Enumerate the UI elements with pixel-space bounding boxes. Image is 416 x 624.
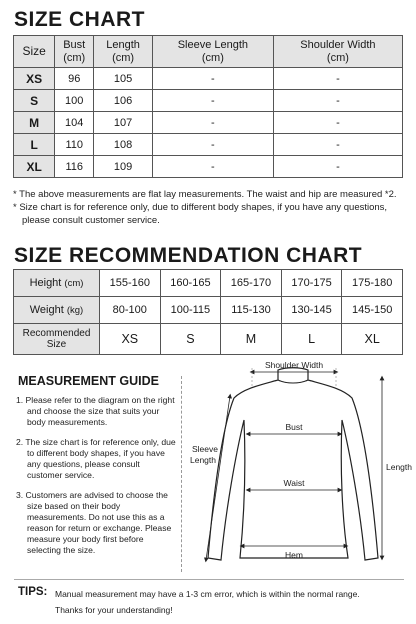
table-row bbox=[14, 134, 403, 156]
header-shoulder-width: Shoulder Width (cm) bbox=[273, 36, 402, 68]
measurement-guide-list bbox=[16, 395, 176, 565]
bust-cell: 116 bbox=[55, 156, 94, 178]
note-reference-only: * Size chart is for reference only, due to different body shapes, if you have any questions, please consult customer service. bbox=[13, 202, 388, 226]
sleeve-cell: - bbox=[152, 134, 273, 156]
hem-label: Hem bbox=[285, 550, 303, 560]
table-row bbox=[14, 156, 403, 178]
length-label: Length bbox=[386, 462, 412, 472]
recommendation-chart-title: SIZE RECOMMENDATION CHART bbox=[14, 244, 363, 267]
tips-label: TIPS: bbox=[18, 586, 48, 598]
recommended-size-cell: S bbox=[160, 324, 221, 355]
sleeve-cell: - bbox=[152, 156, 273, 178]
size-cell: XL bbox=[14, 156, 55, 178]
sleeve-label-2: Length bbox=[190, 455, 216, 465]
weight-cell: 115-130 bbox=[221, 297, 282, 324]
tips-line-2: Thanks for your understanding! bbox=[55, 605, 173, 615]
size-chart-title: SIZE CHART bbox=[14, 8, 145, 31]
sleeve-label-1: Sleeve bbox=[192, 444, 218, 454]
recommended-size-label-cell: Recommended Size bbox=[14, 324, 100, 355]
header-size: Size bbox=[14, 36, 55, 68]
table-row bbox=[14, 68, 403, 90]
sleeve-cell: - bbox=[152, 68, 273, 90]
weight-label-cell: Weight (kg) bbox=[14, 297, 100, 324]
height-cell: 155-160 bbox=[100, 270, 161, 297]
recommended-size-cell: XS bbox=[100, 324, 161, 355]
shoulder-cell: - bbox=[273, 90, 402, 112]
header-sleeve-length: Sleeve Length (cm) bbox=[152, 36, 273, 68]
size-cell: L bbox=[14, 134, 55, 156]
tips-divider bbox=[14, 579, 404, 580]
size-cell: S bbox=[14, 90, 55, 112]
tips-line-1: Manual measurement may have a 1-3 cm error, which is within the normal range. bbox=[55, 589, 360, 599]
length-cell: 107 bbox=[94, 112, 153, 134]
table-row bbox=[14, 90, 403, 112]
length-cell: 109 bbox=[94, 156, 153, 178]
shoulder-cell: - bbox=[273, 112, 402, 134]
height-cell: 175-180 bbox=[342, 270, 403, 297]
bust-cell: 96 bbox=[55, 68, 94, 90]
sleeve-cell: - bbox=[152, 90, 273, 112]
bust-cell: 104 bbox=[55, 112, 94, 134]
length-cell: 105 bbox=[94, 68, 153, 90]
recommendation-table bbox=[13, 269, 403, 355]
bust-cell: 110 bbox=[55, 134, 94, 156]
size-cell: XS bbox=[14, 68, 55, 90]
recommended-size-cell: M bbox=[221, 324, 282, 355]
guide-item-3: 3. Customers are advised to choose the size based on their body measurements. Do not use this as a reason for return or exchange. Please measure your body first before selecting the size. bbox=[16, 490, 172, 555]
header-length: Length (cm) bbox=[94, 36, 153, 68]
sleeve-arrow bbox=[206, 396, 230, 560]
length-cell: 106 bbox=[94, 90, 153, 112]
length-cell: 108 bbox=[94, 134, 153, 156]
shoulder-width-label: Shoulder Width bbox=[264, 360, 324, 370]
weight-cell: 130-145 bbox=[281, 297, 342, 324]
bust-label: Bust bbox=[285, 422, 303, 432]
tips-text bbox=[55, 586, 360, 618]
size-chart-table bbox=[13, 35, 403, 178]
header-bust: Bust (cm) bbox=[55, 36, 94, 68]
weight-cell: 100-115 bbox=[160, 297, 221, 324]
garment-measurement-diagram bbox=[182, 358, 412, 578]
height-label-cell: Height (cm) bbox=[14, 270, 100, 297]
shirt-outline bbox=[208, 368, 378, 560]
bust-cell: 100 bbox=[55, 90, 94, 112]
shoulder-cell: - bbox=[273, 134, 402, 156]
weight-cell: 145-150 bbox=[342, 297, 403, 324]
size-chart-notes bbox=[13, 188, 405, 227]
guide-item-1: 1. Please refer to the diagram on the right and choose the size that suits your body measurements. bbox=[16, 395, 175, 427]
guide-item-2: 2. The size chart is for reference only, due to different body shapes, if you have any questions, please consult customer service. bbox=[16, 437, 176, 480]
measurement-guide-title: MEASUREMENT GUIDE bbox=[18, 374, 159, 388]
collar-line bbox=[278, 380, 308, 383]
recommended-size-cell: XL bbox=[342, 324, 403, 355]
size-chart-header-row bbox=[14, 36, 403, 68]
weight-cell: 80-100 bbox=[100, 297, 161, 324]
note-flat-lay: * The above measurements are flat lay measurements. The waist and hip are measured *2. bbox=[13, 189, 397, 200]
recommended-size-cell: L bbox=[281, 324, 342, 355]
sleeve-cell: - bbox=[152, 112, 273, 134]
height-row bbox=[14, 270, 403, 297]
height-cell: 160-165 bbox=[160, 270, 221, 297]
shoulder-cell: - bbox=[273, 68, 402, 90]
weight-row bbox=[14, 297, 403, 324]
table-row bbox=[14, 112, 403, 134]
waist-label: Waist bbox=[283, 478, 305, 488]
height-cell: 165-170 bbox=[221, 270, 282, 297]
height-cell: 170-175 bbox=[281, 270, 342, 297]
recommended-size-row bbox=[14, 324, 403, 355]
shoulder-cell: - bbox=[273, 156, 402, 178]
size-cell: M bbox=[14, 112, 55, 134]
